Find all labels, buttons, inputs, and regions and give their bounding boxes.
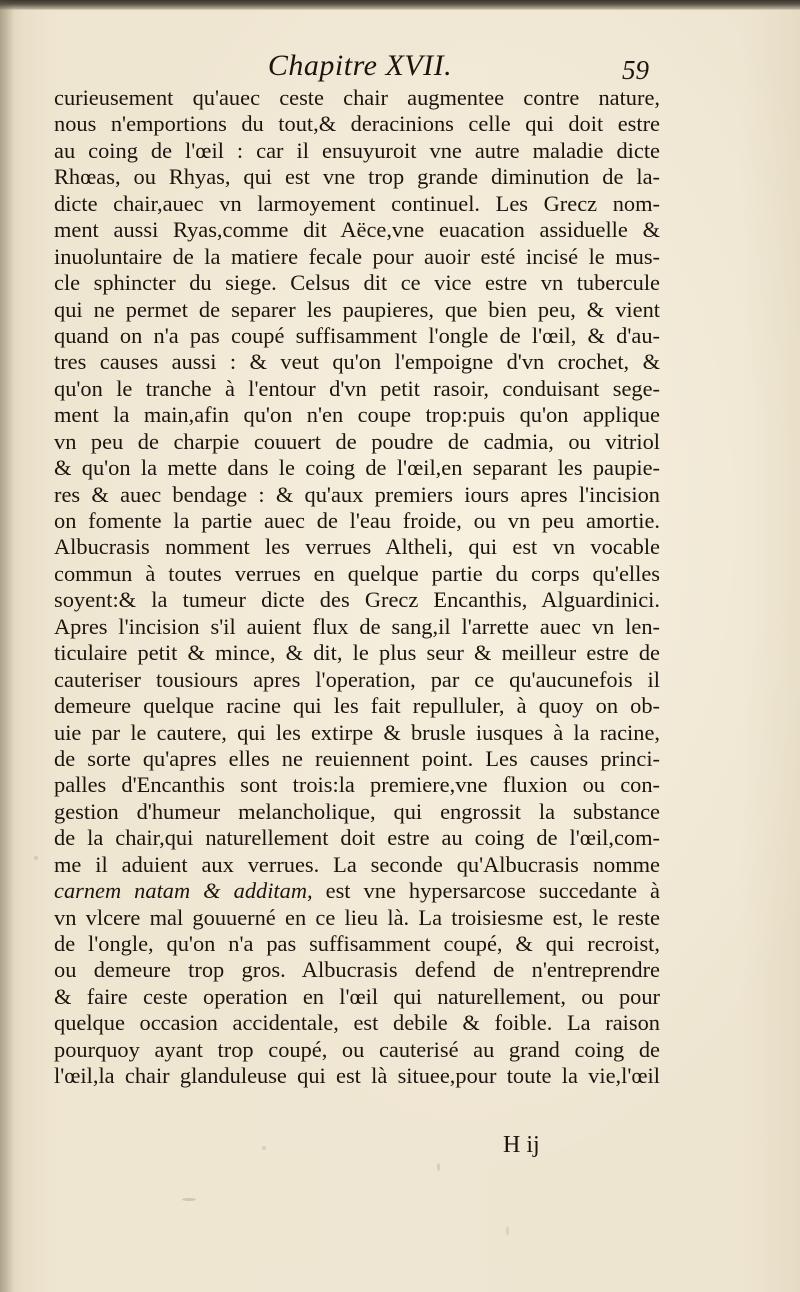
text-line: de la chair,qui naturellement doit estre au coing de l'œil,com- bbox=[54, 825, 660, 851]
text-line: palles d'Encanthis sont trois:la premiere,vne fluxion ou con- bbox=[54, 772, 660, 798]
text-line: de sorte qu'apres elles ne reuiennent point. Les causes princi- bbox=[54, 745, 660, 771]
running-header bbox=[54, 46, 666, 86]
text-line: & faire ceste operation en l'œil qui naturellement, ou pour bbox=[54, 983, 660, 1009]
body-text bbox=[54, 85, 660, 1090]
text-line: ment la main,afin qu'on n'en coupe trop:puis qu'on applique bbox=[54, 402, 660, 428]
latin-phrase: carnem natam & additam, bbox=[54, 878, 313, 904]
text-line: de l'ongle, qu'on n'a pas suffisamment coupé, & qui recroist, bbox=[54, 931, 660, 956]
text-line: qu'on le tranche à l'entour d'vn petit rasoir, conduisant sege- bbox=[54, 375, 660, 401]
text-line: vn vlcere mal gouuerné en ce lieu là. La troisiesme est, le reste bbox=[54, 904, 660, 930]
text-line: pourquoy ayant trop coupé, ou cauterisé au grand coing de bbox=[54, 1036, 660, 1062]
text-line: l'œil,la chair glanduleuse qui est là situee,pour toute la vie,l'œil bbox=[54, 1063, 660, 1089]
text-line: dicte chair,auec vn larmoyement continuel. Les Grecz nom- bbox=[54, 190, 660, 216]
text-line: uie par le cautere, qui les extirpe & brusle iusques à la racine, bbox=[54, 719, 660, 745]
text-line: cle sphincter du siege. Celsus dit ce vice estre vn tubercule bbox=[54, 270, 660, 296]
text-line: Albucrasis nomment les verrues Altheli, qui est vn vocable bbox=[54, 534, 660, 560]
paper-stain bbox=[262, 1146, 266, 1150]
text-line: Rhœas, ou Rhyas, qui est vne trop grande diminution de la- bbox=[54, 164, 660, 190]
signature-mark: H ij bbox=[503, 1132, 540, 1158]
text-line: commun à toutes verrues en quelque partie du corps qu'elles bbox=[54, 560, 660, 586]
paper-stain bbox=[182, 1198, 196, 1201]
text-line: ou demeure trop gros. Albucrasis defend de n'entreprendre bbox=[54, 957, 660, 983]
text-line: quand on n'a pas coupé suffisamment l'ongle de l'œil, & d'au- bbox=[54, 322, 660, 348]
text-line: ment aussi Ryas,comme dit Aëce,vne euacation assiduelle & bbox=[54, 217, 660, 243]
text-line bbox=[54, 878, 660, 904]
text-line: soyent:& la tumeur dicte des Grecz Encanthis, Alguardinici. bbox=[54, 587, 660, 613]
text-line: curieusement qu'auec ceste chair augmentee contre nature, bbox=[54, 85, 660, 110]
text-line: me il aduient aux verrues. La seconde qu'Albucrasis nomme bbox=[54, 851, 660, 877]
text-line: & qu'on la mette dans le coing de l'œil,en separant les paupie- bbox=[54, 455, 660, 481]
page-number: 59 bbox=[622, 55, 649, 85]
text-line: inuoluntaire de la matiere fecale pour auoir esté incisé le mus- bbox=[54, 243, 660, 269]
binding-shadow bbox=[0, 0, 14, 1292]
paper-stain bbox=[506, 1226, 509, 1236]
text-line: ticulaire petit & mince, & dit, le plus seur & meilleur estre de bbox=[54, 640, 660, 666]
text-line: Apres l'incision s'il auient flux de sang,il l'arrette auec vn len- bbox=[54, 613, 660, 639]
page-top-edge bbox=[0, 0, 800, 10]
text-line: cauteriser tousiours apres l'operation, par ce qu'aucunefois il bbox=[54, 666, 660, 692]
line-continuation: est vne hypersarcose succedante à bbox=[312, 878, 660, 904]
paper-stain bbox=[34, 856, 38, 860]
text-line: au coing de l'œil : car il ensuyuroit vne autre maladie dicte bbox=[54, 137, 660, 163]
text-line: res & auec bendage : & qu'aux premiers iours apres l'incision bbox=[54, 481, 660, 507]
text-line: gestion d'humeur melancholique, qui engrossit la substance bbox=[54, 798, 660, 824]
chapter-title: Chapitre XVII. bbox=[267, 49, 453, 82]
text-line: on fomente la partie auec de l'eau froide, ou vn peu amortie. bbox=[54, 508, 660, 533]
text-line: tres causes aussi : & veut qu'on l'empoigne d'vn crochet, & bbox=[54, 349, 660, 375]
text-line: nous n'emportions du tout,& deracinions celle qui doit estre bbox=[54, 111, 660, 137]
text-line: qui ne permet de separer les paupieres, que bien peu, & vient bbox=[54, 296, 660, 322]
text-line: quelque occasion accidentale, est debile & foible. La raison bbox=[54, 1010, 660, 1036]
text-line: demeure quelque racine qui les fait repulluler, à quoy on ob- bbox=[54, 693, 660, 719]
text-line: vn peu de charpie couuert de poudre de cadmia, ou vitriol bbox=[54, 428, 660, 454]
paper-stain bbox=[437, 1163, 440, 1171]
